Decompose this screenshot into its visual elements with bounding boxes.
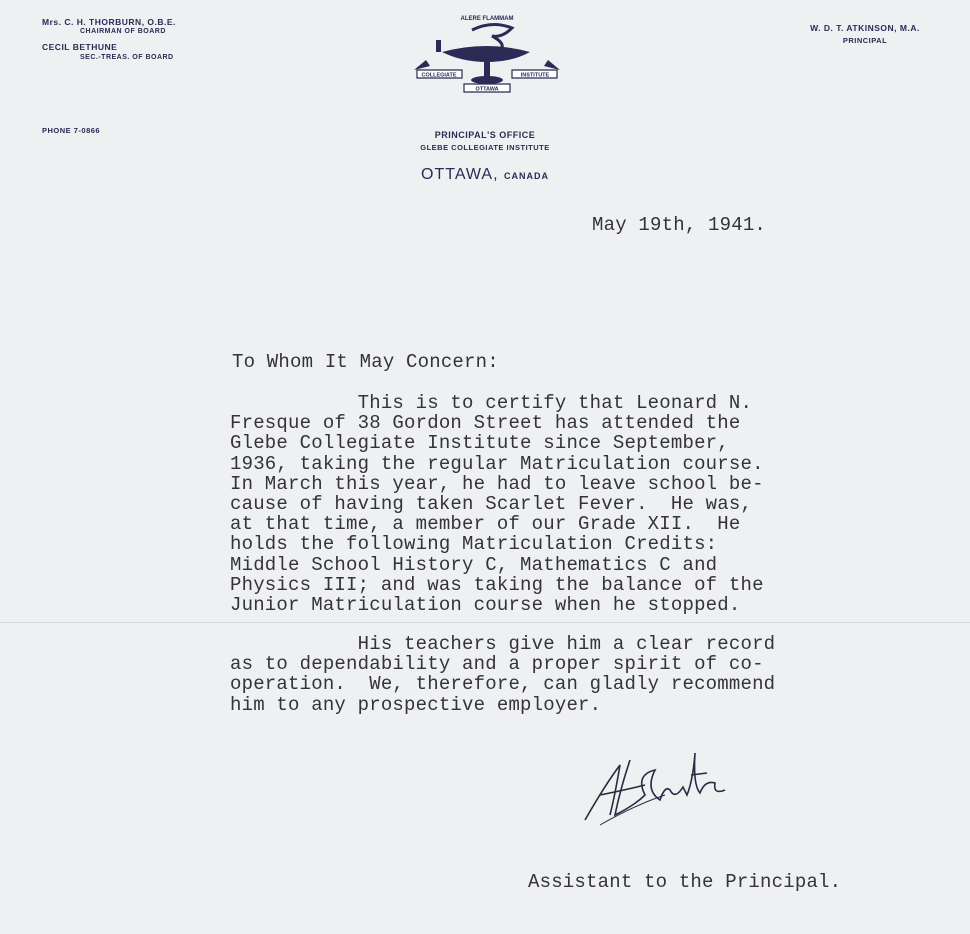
paragraph-2: His teachers give him a clear record as to dependability and a proper spirit of co- operation. We, therefore, can gladly recommend him to any prospective employer. [230,633,776,716]
handwritten-signature [575,745,755,830]
paper-fold [0,622,970,623]
principal-title: PRINCIPAL [842,36,888,45]
city-line [400,166,570,184]
paragraph-1: This is to certify that Leonard N. Fresque of 38 Gordon Street has attended the Glebe Collegiate Institute since September, 1936, taking the regular Matriculation course. In March this year, he had to leave school be- cause of having taken Scarlet Fever. He was, at that time, a member of our Grade XII. He holds the following Matriculation Credits: Middle School History C, Mathematics C and Physics III; and was taking the balance of the Junior Matriculation course when he stopped. [230,392,764,617]
secretary-title: SEC.-TREAS. OF BOARD [80,54,174,61]
phone-number: PHONE 7-0866 [42,126,101,135]
principal-name: W. D. T. ATKINSON, M.A. [810,23,920,33]
salutation: To Whom It May Concern: [232,351,499,373]
crest-motto: ALERE FLAMMAM [460,16,514,22]
secretary-name: CECIL BETHUNE [42,42,118,52]
country: CANADA [503,171,549,181]
school-name: GLEBE COLLEGIATE INSTITUTE [420,143,550,152]
chairman-title: CHAIRMAN OF BOARD [80,28,166,35]
chairman-name: Mrs. C. H. THORBURN, O.B.E. [42,17,176,27]
school-crest-logo [412,10,562,100]
crest-left-banner: COLLEGIATE [421,72,457,79]
city: OTTAWA, [421,166,499,183]
signer-title: Assistant to the Principal. [528,871,842,893]
letter-date: May 19th, 1941. [592,214,767,236]
crest-right-banner: INSTITUTE [520,72,550,79]
office-name: PRINCIPAL'S OFFICE [434,130,536,140]
crest-bottom-banner: OTTAWA [475,86,499,93]
